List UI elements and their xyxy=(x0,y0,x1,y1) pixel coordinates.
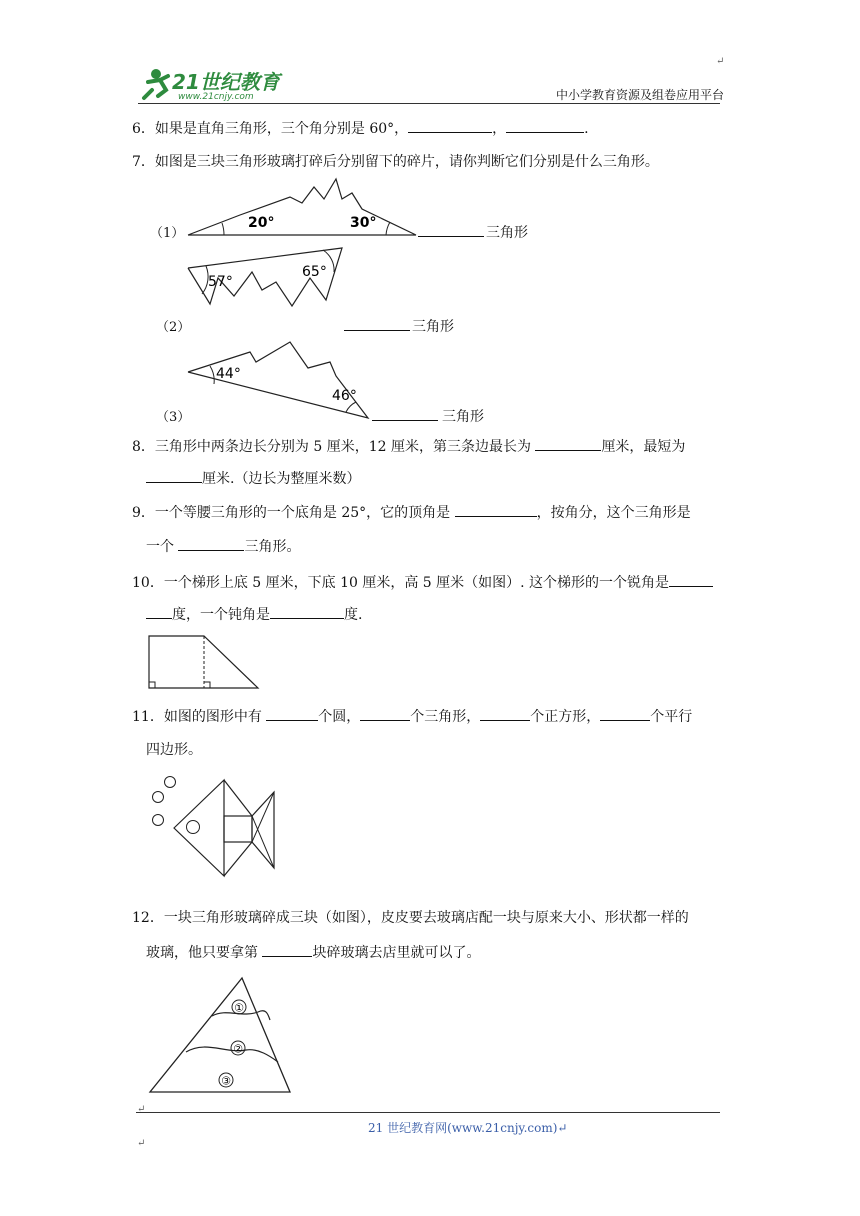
logo-url: www.21cnjy.com xyxy=(178,92,254,102)
q7-2-blank xyxy=(344,316,410,331)
platform-name: 中小学教育资源及组卷应用平台 xyxy=(556,88,725,102)
q12-blank-1 xyxy=(262,942,312,957)
piece-3-label: ③ xyxy=(221,1074,231,1088)
question-8-line-2 xyxy=(146,468,360,489)
question-10-line-2 xyxy=(146,604,362,625)
q7-label-2: （2） xyxy=(156,320,191,335)
q6-sep: ， xyxy=(492,121,507,137)
q7-1-angle-a: 20° xyxy=(248,215,275,231)
q11-text-a: 11．如图的图形中有 xyxy=(132,709,262,725)
question-9-line-1 xyxy=(132,502,691,523)
q7-label-3: （3） xyxy=(156,410,191,425)
q8-text-a: 8．三角形中两条边长分别为 5 厘米，12 厘米，第三条边最长为 xyxy=(132,439,531,455)
q7-2-angle-b: 65° xyxy=(302,264,327,280)
q11-text-c: 个三角形， xyxy=(410,709,481,725)
q7-2-suffix: 三角形 xyxy=(412,319,454,335)
footer-mark-1: ↵ xyxy=(137,1104,146,1115)
q7-3-angle-b: 46° xyxy=(332,388,357,404)
q11-text-d: 个正方形， xyxy=(530,709,601,725)
question-11-line-2: 四边形。 xyxy=(146,742,202,758)
shard-3 xyxy=(180,336,380,422)
q7-1-suffix: 三角形 xyxy=(486,225,528,241)
q9-text-c: 一个 xyxy=(146,539,174,555)
q11-text-b: 个圆， xyxy=(318,709,361,725)
q10-text-a: 10．一个梯形上底 5 厘米，下底 10 厘米，高 5 厘米（如图）. 这个梯形的一个锐角是 xyxy=(132,575,670,591)
q6-end: . xyxy=(584,121,589,137)
q9-text-d: 三角形。 xyxy=(244,539,301,555)
piece-2-label: ② xyxy=(233,1042,243,1056)
q9-text-a: 9．一个等腰三角形的一个底角是 25°，它的顶角是 xyxy=(132,505,451,521)
q11-blank-4 xyxy=(600,706,650,721)
fish-figure xyxy=(146,772,286,888)
q7-2-angle-a: 57° xyxy=(208,274,233,290)
q8-blank-1 xyxy=(535,436,601,451)
trapezoid-figure xyxy=(144,632,264,692)
q8-text-c: 厘米.（边长为整厘米数） xyxy=(202,471,361,487)
question-6 xyxy=(132,118,589,139)
q10-blank-2 xyxy=(270,604,344,619)
q6-blank-1 xyxy=(408,118,492,133)
header-rule xyxy=(138,103,720,104)
header-mark: ↵ xyxy=(716,56,725,67)
q9-text-b: ，按角分，这个三角形是 xyxy=(536,505,691,521)
logo-text: 21世纪教育 xyxy=(172,70,280,94)
question-12-line-2 xyxy=(146,942,480,963)
q11-blank-2 xyxy=(360,706,410,721)
footer-mark-2: ↵ xyxy=(137,1138,146,1149)
q6-blank-2 xyxy=(506,118,584,133)
q7-3-angle-a: 44° xyxy=(216,366,241,382)
q10-blank-1b xyxy=(146,604,172,619)
q10-blank-1a xyxy=(669,572,713,587)
q8-blank-2 xyxy=(146,468,202,483)
q9-blank-1 xyxy=(455,502,537,517)
question-12-line-1: 12．一块三角形玻璃碎成三块（如图），皮皮要去玻璃店配一块与原来大小、形状都一样的 xyxy=(132,910,689,926)
q12-text-a: 玻璃，他只要拿第 xyxy=(146,945,258,961)
question-7: 7．如图是三块三角形玻璃打碎后分别留下的碎片，请你判断它们分别是什么三角形。 xyxy=(132,154,659,170)
q6-text: 6．如果是直角三角形，三个角分别是 60°， xyxy=(132,121,409,137)
broken-triangle-figure xyxy=(146,974,296,1096)
q9-blank-2 xyxy=(178,536,244,551)
shard-2 xyxy=(180,244,350,334)
footer-text: 21 世纪教育网(www.21cnjy.com)↵ xyxy=(368,1121,568,1135)
q10-text-b: 度，一个钝角是 xyxy=(172,607,270,623)
q7-1-angle-b: 30° xyxy=(350,215,377,231)
q11-text-e: 个平行 xyxy=(650,709,693,725)
question-8-line-1 xyxy=(132,436,685,457)
q12-text-b: 块碎玻璃去店里就可以了。 xyxy=(312,945,481,961)
q8-text-b: 厘米，最短为 xyxy=(601,439,686,455)
piece-1-label: ① xyxy=(234,1001,244,1015)
footer-rule xyxy=(136,1112,720,1113)
q11-blank-1 xyxy=(266,706,318,721)
q7-3-suffix: 三角形 xyxy=(442,409,484,425)
q10-text-c: 度. xyxy=(344,607,363,623)
q11-blank-3 xyxy=(480,706,530,721)
q7-3-blank xyxy=(372,406,438,421)
shard-1 xyxy=(180,175,430,243)
q7-label-1: （1） xyxy=(150,226,185,241)
question-11-line-1 xyxy=(132,706,692,727)
question-10-line-1 xyxy=(132,572,713,593)
question-9-line-2 xyxy=(146,536,300,557)
q7-1-blank xyxy=(418,222,484,237)
